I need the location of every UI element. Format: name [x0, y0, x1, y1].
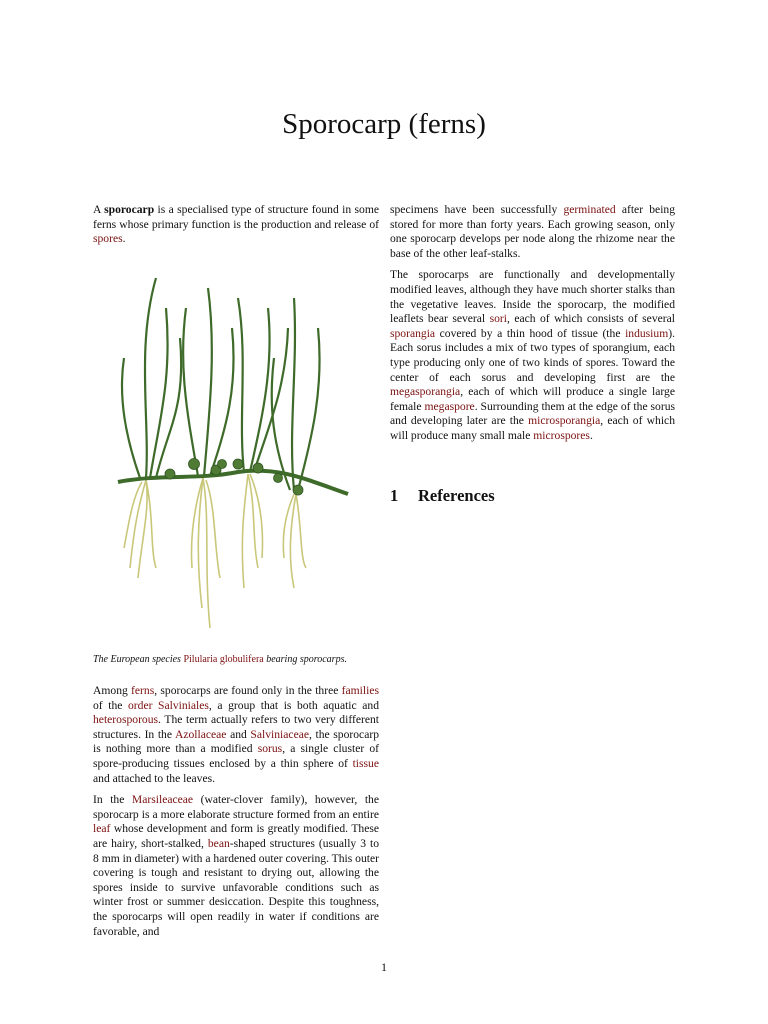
- text-run: and attached to the leaves.: [93, 771, 216, 785]
- link-salviniaceae[interactable]: Salviniaceae: [250, 727, 310, 741]
- link-salviniales[interactable]: Salviniales: [158, 698, 209, 712]
- link-indusium[interactable]: indusium: [625, 326, 669, 340]
- text-run: and: [226, 727, 251, 741]
- text-run: -shaped structures (usually 3 to 8 mm in diameter) with a hardened outer covering. This outer covering is tough and resistant to drying out, allowing the spores inside to survive unfavorable conditions such as winter frost or summer desiccation. Despite this toughness, the sporocarps will open readily in water if conditions are favorable, and: [93, 836, 380, 938]
- paragraph-sporangia: [390, 268, 675, 443]
- paragraph-ferns: [93, 684, 379, 786]
- link-families[interactable]: families: [341, 684, 379, 697]
- term-bold: sporocarp: [104, 203, 155, 216]
- text-run: , the sporocarp is nothing more than a modified: [93, 727, 379, 756]
- figure-caption: [93, 654, 379, 665]
- text-run: specimens have been successfully: [390, 203, 564, 216]
- link-leaf[interactable]: leaf: [93, 822, 111, 836]
- text-run: .: [122, 232, 126, 246]
- text-run: , a group that is both aquatic and: [208, 698, 379, 712]
- left-column-top: [93, 203, 379, 254]
- link-order[interactable]: order: [127, 698, 153, 712]
- text-run: , each of which consists of several: [506, 312, 675, 326]
- text-run: ). Each sorus includes a mix of two types of sporangium, each type producing only one of two kinds of spores. Toward the center of each sorus and developing first are the: [390, 326, 675, 384]
- section-heading-references: [390, 486, 495, 506]
- link-heterosporous[interactable]: heterosporous: [93, 713, 159, 727]
- caption-species-link[interactable]: Pilularia globulifera: [183, 654, 264, 665]
- text-run: , a single cluster of spore-producing tissues enclosed by a thin sphere of: [93, 742, 379, 770]
- page-number: 1: [381, 960, 387, 974]
- text-run: .: [589, 428, 593, 442]
- link-megasporangia[interactable]: megasporangia: [390, 385, 461, 399]
- text-run: , sporocarps are found only in the three: [154, 684, 342, 697]
- link-microspores[interactable]: microspores: [533, 428, 590, 442]
- link-tissue[interactable]: tissue: [352, 756, 379, 770]
- section-title: References: [418, 486, 495, 505]
- text-run: , each of which will produce many small male: [390, 414, 675, 442]
- text-run: covered by a thin hood of tissue (the: [435, 326, 626, 340]
- pilularia-illustration: [98, 268, 373, 643]
- link-sori[interactable]: sori: [489, 312, 507, 326]
- link-microsporangia[interactable]: microsporangia: [528, 414, 601, 428]
- text-run: of the: [93, 698, 128, 712]
- link-spores[interactable]: spores: [93, 232, 123, 246]
- caption-prefix: The European species: [93, 654, 184, 665]
- paragraph-germinated: [390, 203, 675, 261]
- text-run: A: [93, 203, 105, 216]
- text-run: Among: [93, 684, 132, 697]
- paragraph-marsileaceae: [93, 793, 379, 939]
- link-megaspore[interactable]: megaspore: [424, 399, 475, 413]
- text-run: after being stored for more than forty years. Each growing season, only one sporocarp develops per node along the rhizome near the base of the other leaf-stalks.: [390, 203, 676, 260]
- link-sporangia[interactable]: sporangia: [390, 326, 436, 340]
- leaves: [122, 278, 320, 490]
- link-azollaceae[interactable]: Azollaceae: [174, 727, 227, 741]
- right-column: [390, 203, 675, 451]
- text-run: In the: [93, 793, 132, 807]
- roots: [124, 474, 306, 628]
- text-run: whose development and form is greatly modified. These are hairy, short-stalked,: [93, 822, 379, 850]
- link-ferns[interactable]: ferns: [131, 684, 155, 697]
- text-run: , each of which will produce a single large female: [390, 385, 675, 413]
- link-sorus[interactable]: sorus: [257, 742, 283, 756]
- text-run: is a specialised type of structure found in some ferns whose primary function is the production and release of: [93, 203, 379, 231]
- page-title: Sporocarp (ferns): [282, 108, 486, 140]
- link-bean[interactable]: bean: [207, 836, 230, 850]
- left-column-bottom: [93, 684, 379, 946]
- text-run: . The term actually refers to two very different structures. In the: [93, 713, 379, 741]
- section-number: 1: [390, 486, 399, 505]
- rhizome: [118, 471, 348, 494]
- intro-paragraph: [93, 203, 379, 247]
- caption-suffix: bearing sporocarps.: [263, 654, 347, 665]
- text-run: . Surrounding them at the edge of the sorus and developing later are the: [390, 399, 676, 428]
- link-germinated[interactable]: germinated: [563, 203, 616, 216]
- link-marsileaceae[interactable]: Marsileaceae: [131, 793, 194, 807]
- text-run: (water-clover family), however, the sporocarp is a more elaborate structure formed from an entire: [93, 793, 379, 821]
- text-run: The sporocarps are functionally and developmentally modified leaves, although they have much shorter stalks than the vegetative leaves. Inside the sporocarp, the modified leaflets bear several: [390, 268, 675, 326]
